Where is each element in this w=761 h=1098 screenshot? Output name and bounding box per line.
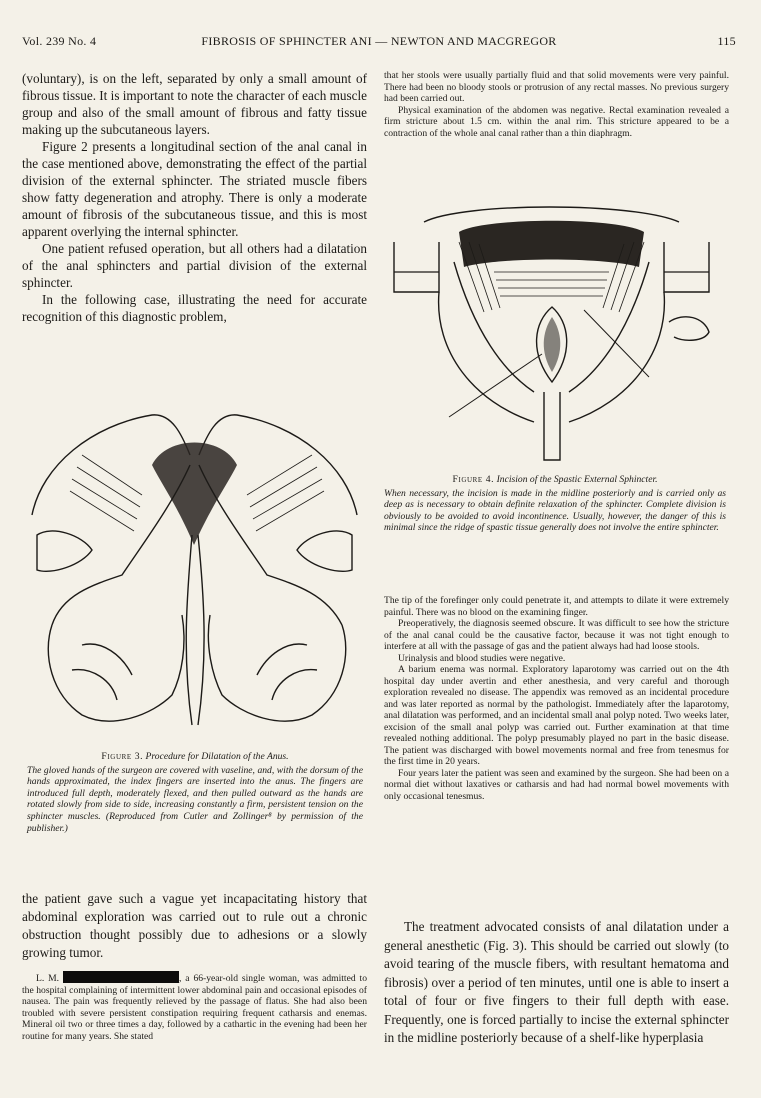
volume-number: Vol. 239 No. 4 [22,34,97,48]
figure-3-caption [27,751,363,834]
paragraph: A barium enema was normal. Exploratory laparotomy was carried out on the 4th hospital day under avertin and ether anesthesia, and very careful and thorough exploration revealed no disease. The appendix was removed as an incidental procedure and was later reported as normal by the pathologist. Immediately after the laparotomy, anal dilatation was performed, and an incidental small anal polyp noted. Two weeks later, excision of the small anal polyp was carried out. Further examination at that time revealed nothing additional. The polyp presumably played no part in the basic disease. The patient was discharged with bowel movements normal and free from tenesmus for the first time in 20 years. [384,664,729,767]
running-head [22,34,736,52]
figure-4-illustration [384,192,719,464]
running-title: FIBROSIS OF SPHINCTER ANI — NEWTON AND MACGREGOR [201,34,557,48]
caption-body: When necessary, the incision is made in the midline posteriorly and is carried only as deep as is necessary to obtain definite relaxation of the sphincter. Complete division is obviously to be avoided to avoid incontinence. Usually, however, the danger of this is minimal since the ridge of spastic tissue generally does not involve the entire sphincter. [384,487,726,534]
figure-title: Incision of the Spastic External Sphincter. [496,474,658,485]
caption-body: The gloved hands of the surgeon are covered with vaseline, and, with the dorsum of the hands approximated, the index fingers are inserted into the anus. The fingers are introduced full depth, moderately flexed, and then pulled outward as the hands are rotated slowly from side to side, increasing constantly a firm, persistent tension on the sphincter muscles. (Reproduced from Cutler and Zollinger⁸ by permission of the publisher.) [27,764,363,834]
page-number: 115 [717,34,736,48]
redaction-bar [63,971,179,983]
paragraph: Physical examination of the abdomen was negative. Rectal examination revealed a firm stricture about 1.5 cm. within the anal rim. This stricture appeared to be a contraction of the whole anal canal rather than a thin diaphragm. [384,104,729,139]
caption-title [384,474,726,486]
figure-label: Figure 4. [452,474,495,485]
paragraph: that her stools were usually partially fluid and that solid movements were very painful. There had been no bloody stools or protrusion of any rectal masses. No previous surgery had been carried out. [384,70,729,104]
case-report [22,971,367,1042]
figure-title: Procedure for Dilatation of the Anus. [145,751,289,762]
paragraph: Preoperatively, the diagnosis seemed obscure. It was difficult to see how the stricture of the anal canal could be the causative factor, because it was not tight enough to interfere at all with the passage of gas and the patient always had had loose stools. [384,618,729,652]
paragraph: One patient refused operation, but all others had a dilatation of the anal sphincters and partial division of the external sphincter. [22,241,367,290]
right-column-top [384,70,729,139]
paragraph: the patient gave such a vague yet incapacitating history that abdominal exploration was carried out to rule out a chronic obstruction thought possibly due to adhesions or a slowly growing tumor. [22,891,367,960]
case-text: , a 66-year-old single woman, was admitted to the hospital complaining of intermittent lower abdominal pain and occasional episodes of nausea. The pain was frequently relieved by the passage of flatus. She had also been troubled with severe persistent constipation requiring frequent catharsis and enemas. Mineral oil two or three times a day, followed by a cathartic in the evening had been her routine for many years. She stated [22,973,368,1042]
right-column-bottom [384,918,729,1048]
paragraph: The tip of the forefinger only could penetrate it, and attempts to dilate it were extremely painful. There was no blood on the examining finger. [384,595,729,618]
figure-label: Figure 3. [101,751,144,762]
left-column-bottom [22,890,367,1042]
right-column-middle [384,595,729,802]
paragraph: (voluntary), is on the left, separated by only a small amount of fibrous tissue. It is important to note the character of each muscle group and also of the small amount of fibrous and fatty tissue making up the subcutaneous layers. [22,71,367,137]
paragraph: Figure 2 presents a longitudinal section of the anal canal in the case mentioned above, demonstrating the effect of the partial division of the external sphincter. The striated muscle fibers show fatty degeneration and atrophy. There is only a moderate amount of fibrosis of the subcutaneous tissue, and this is most apparent overlying the internal sphincter. [22,139,367,239]
paragraph: In the following case, illustrating the need for accurate recognition of this diagnostic problem, [22,292,367,324]
left-column-top [22,70,367,325]
case-initials: L. M. [36,973,60,984]
paragraph: The treatment advocated consists of anal dilatation under a general anesthetic (Fig. 3). This should be carried out slowly (to avoid tearing of the muscle fibers, with resultant hematoma and fibrosis) over a period of ten minutes, until one is able to insert a total of four or five fingers to their full depth with ease. Frequently, one is forced partially to incise the external sphincter in the midline posteriorly because of a shelf-like hyperplasia [384,919,729,1045]
figure-3-illustration [22,395,367,743]
figure-4-caption [384,474,726,534]
paragraph: Four years later the patient was seen and examined by the surgeon. She had been on a normal diet without laxatives or catharsis and had had normal bowel movements with only occasional tenesmus. [384,767,729,802]
paragraph: Urinalysis and blood studies were negative. [398,652,566,664]
caption-title [27,751,363,763]
